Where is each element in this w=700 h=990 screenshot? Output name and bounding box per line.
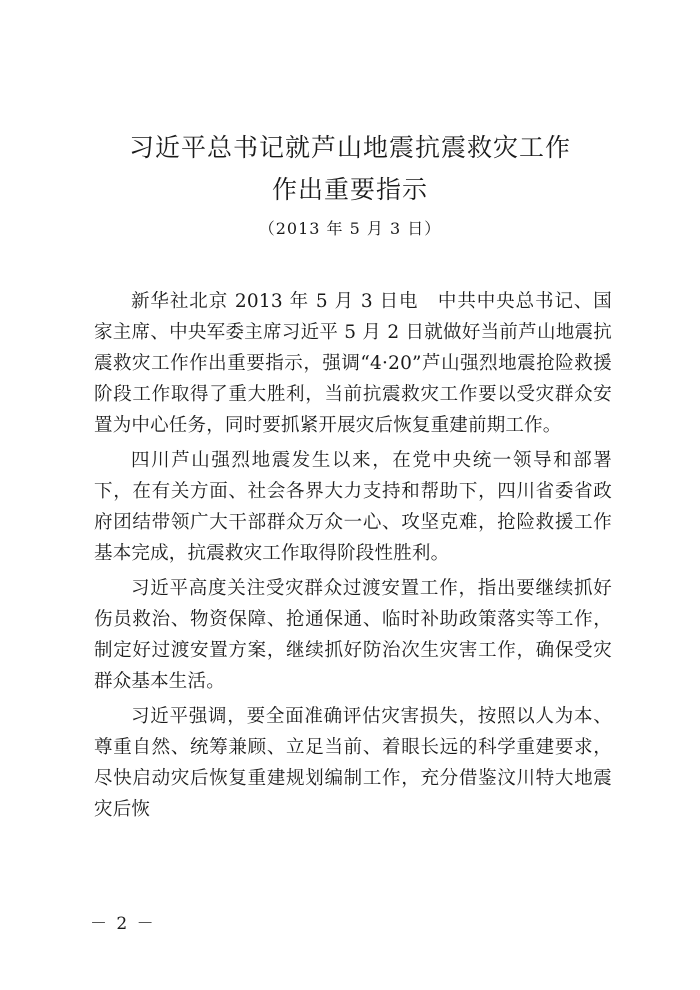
document-date: （2013 年 5 月 3 日） (258, 219, 442, 238)
page-number: － 2 － (90, 914, 156, 934)
paragraph-3: 习近平高度关注受灾群众过渡安置工作，指出要继续抓好伤员救治、物资保障、抢通保通、临时补助政策落实等工作，制定好过渡安置方案，继续抓好防治次生灾害工作，确保受灾群众基本生活。 (94, 578, 612, 692)
document-title-line-2: 作出重要指示 (271, 175, 428, 204)
paragraph-4: 习近平强调，要全面准确评估灾害损失，按照以人为本、尊重自然、统筹兼顾、立足当前、着眼长远的科学重建要求，尽快启动灾后恢复重建规划编制工作，充分借鉴汶川特大地震灾后恢 (94, 706, 612, 820)
document-body (94, 286, 612, 829)
paragraph-2: 四川芦山强烈地震发生以来，在党中央统一领导和部署下，在有关方面、社会各界大力支持和帮助下，四川省委省政府团结带领广大干部群众万众一心、攻坚克难，抢险救援工作基本完成，抗震救灾工作取得阶段性胜利。 (94, 450, 612, 564)
paragraph-1: 新华社北京 2013 年 5 月 3 日电 中共中央总书记、国家主席、中央军委主席习近平 5 月 2 日就做好当前芦山地震抗震救灾工作作出重要指示，强调“4·20”芦山强烈地震抢险救援阶段工作取得了重大胜利，当前抗震救灾工作要以受灾群众安置为中心任务，同时要抓紧开展灾后恢复重建前期工作。 (94, 291, 612, 436)
document-title-line-1: 习近平总书记就芦山地震抗震救灾工作 (128, 133, 571, 162)
